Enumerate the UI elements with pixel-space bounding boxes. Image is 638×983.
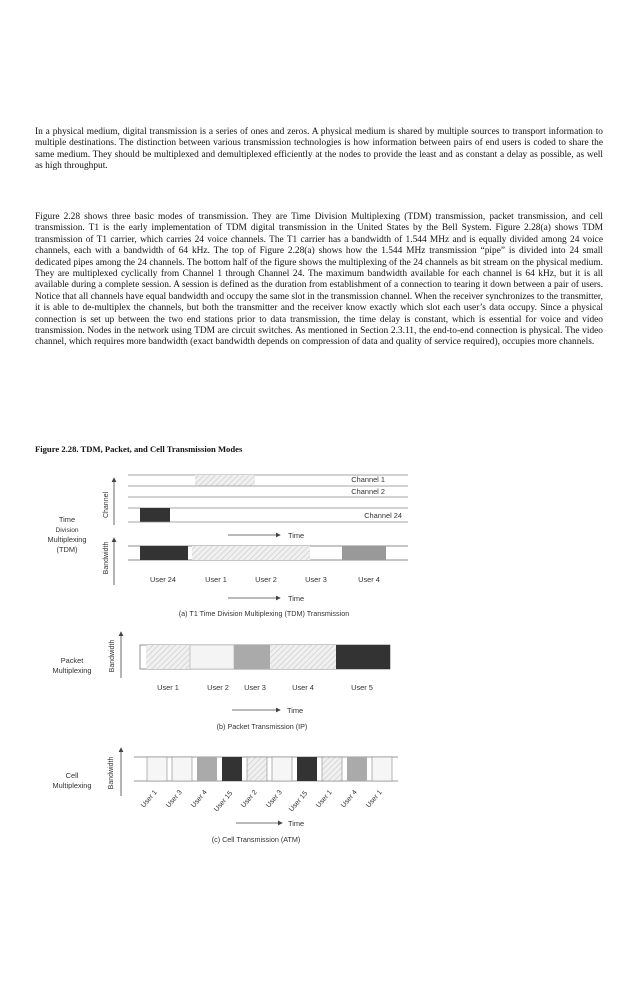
cell-bandwidth-axis-label: Bandwidth (108, 756, 115, 790)
cell-slot (322, 757, 342, 781)
packet-user-2 (190, 645, 234, 669)
cell-slot (347, 757, 367, 781)
packet-side-label-2: Multiplexing (52, 666, 92, 675)
cell-user-label: User 15 (288, 790, 310, 814)
tdm-side-label-1: Time (58, 515, 76, 524)
tdm-user-label: User 4 (358, 575, 380, 584)
cell-user-label: User 3 (165, 788, 184, 810)
tdm-channel-label-1: Channel 1 (351, 475, 385, 484)
cell-slot (222, 757, 242, 781)
packet-bandwidth-axis-label: Bandwidth (109, 639, 116, 673)
cell-slot (297, 757, 317, 781)
cell-user-label: User 4 (190, 788, 209, 810)
cell-user-label: User 2 (240, 788, 259, 810)
tdm-side-label-2: Division (55, 527, 79, 534)
packet-user-3 (234, 645, 270, 669)
tdm-user-label: User 1 (205, 575, 227, 584)
cell-user-label: User 15 (213, 790, 235, 814)
figure-caption: Figure 2.28. TDM, Packet, and Cell Transmission Modes (35, 444, 243, 454)
paragraph-1: In a physical medium, digital transmission is a series of ones and zeros. A physical medium is shared by multiple sources to transport information to multiple destinations. The distinction between various transmission technologies is how information between pairs of end users is coded to share the same medium. They should be multiplexed and demultiplexed efficiently at the nodes to provide the least and as constant a delay as possible, as well as high throughput. (35, 127, 603, 172)
tdm-side-label-4: (TDM) (56, 545, 78, 554)
tdm-time-label: Time (288, 531, 305, 540)
packet-subcaption: (b) Packet Transmission (IP) (216, 722, 308, 731)
packet-user-label: User 3 (244, 683, 266, 692)
tdm-panel (47, 475, 408, 618)
cell-user-label: User 4 (340, 788, 359, 810)
packet-time-label: Time (287, 706, 304, 715)
tdm-user-label: User 24 (150, 575, 176, 584)
packet-user-5 (336, 645, 390, 669)
packet-user-label: User 4 (292, 683, 314, 692)
packet-user-label: User 2 (207, 683, 229, 692)
cell-slot (372, 757, 392, 781)
tdm-subcaption: (a) T1 Time Division Multiplexing (TDM) Transmission (178, 609, 350, 618)
packet-user-label: User 1 (157, 683, 179, 692)
packet-side-label-1: Packet (60, 656, 84, 665)
cell-slot (197, 757, 217, 781)
tdm-user-label: User 2 (255, 575, 277, 584)
packet-user-4 (270, 645, 336, 669)
cell-user-label: User 1 (315, 788, 334, 810)
tdm-channel-axis-label: Channel (103, 491, 110, 519)
tdm-slot-user-4 (342, 546, 386, 560)
tdm-channel-24-slot (140, 508, 170, 522)
cell-user-label: User 1 (140, 788, 159, 810)
cell-slot (147, 757, 167, 781)
packet-user-1 (146, 645, 190, 669)
tdm-channel-label-24: Channel 24 (364, 511, 402, 520)
tdm-slot-hatched (192, 546, 310, 560)
cell-time-label: Time (288, 819, 305, 828)
paragraph-2: Figure 2.28 shows three basic modes of transmission. They are Time Division Multiplexing (TDM) transmission, packet transmission, and cell transmission. T1 is the early implementation of TDM digital transmission in the United States by the Bell System. Figure 2.28(a) shows TDM transmission of T1 carrier, which carries 24 voice channels. The T1 carrier has a bandwidth of 1.544 MHz and is equally divided among 24 voice channels, each with a bandwidth of 64 kHz. The top of Figure 2.28(a) shows how the 1.544 MHz transmission “pipe” is divided into 24 small dedicated pipes among the 24 channels. The bottom half of the figure shows the multiplexing of the 24 channels as bit stream on the physical medium. They are multiplexed cyclically from Channel 1 through Channel 24. The maximum bandwidth available for each channel is 64 kHz, but it is all available during a complete session. A session is defined as the duration from establishment of a connection to tearing it down between a pair of users. Notice that all channels have equal bandwidth and occupy the same slot in the transmission channel. When the receiver synchronizes to the transmitter, it is able to de-multiplex the channels, but both the transmitter and the receiver know exactly which slot each user’s data occupy. Since a physical connection is set up between the two end stations prior to data transmission, the time delay is constant, which is essential for voice and video transmission. Nodes in the network using TDM are circuit switches. As mentioned in Section 2.3.11, the end-to-end connection is physical. The video channel, which requires more bandwidth (exact bandwidth depends on compression of data and quality of service required), occupies more channels. (35, 212, 603, 348)
cell-user-label: User 3 (265, 788, 284, 810)
cell-slot (247, 757, 267, 781)
tdm-channel-label-2: Channel 2 (351, 487, 385, 496)
cell-side-label-1: Cell (65, 771, 79, 780)
packet-user-label: User 5 (351, 683, 373, 692)
cell-slot (172, 757, 192, 781)
tdm-user-label: User 3 (305, 575, 327, 584)
tdm-bandwidth-axis-label: Bandwidth (103, 541, 110, 575)
packet-panel (52, 632, 390, 731)
tdm-pipe-hatch (195, 475, 255, 486)
cell-subcaption: (c) Cell Transmission (ATM) (211, 835, 301, 844)
tdm-slot-user-24 (140, 546, 188, 560)
cell-side-label-2: Multiplexing (52, 781, 92, 790)
tdm-time-label-2: Time (288, 594, 305, 603)
cell-panel (52, 748, 398, 844)
cell-slot (272, 757, 292, 781)
tdm-side-label-3: Multiplexing (47, 535, 87, 544)
cell-user-label: User 1 (365, 788, 384, 810)
